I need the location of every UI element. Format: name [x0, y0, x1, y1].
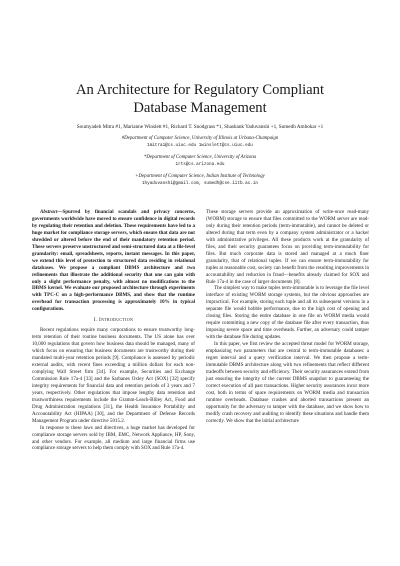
section-heading-introduction: I. Introduction — [93, 317, 134, 324]
author-list: Soumyadeb Mitra #1, Marianne Winslett #1, Richard T. Snodgrass *1, Shashank Yaduvanshi +1, Sumedh Ambokar +1 — [76, 124, 324, 130]
right-paragraph-3: In this paper, we first review the accepted threat model for WORM storage, emphasizing two parameters that are central to term-immutable databases: a regret interval and a query verification interval. We then propose a term-immutable DBMS architecture along with two refinements that reflect different tradeoffs between security and efficiency. Their security assurances extend from just ensuring the integrity of the current DBMS snapshot to guaranteeing the correct execution of all past transactions. Higher security assurances incur more cost, both in terms of space requirements on WORM media and transaction runtime overheads. Database crashes and aborted transactions present an opportunity for the adversary to tamper with the database, and we show how to modify crash recovery and auditing to identify these situations and handle them correctly. We show that the initial architecture — [206, 341, 369, 424]
intro-paragraph-2: In response to these laws and directives, a huge market has developed for compliance storage servers sold by IBM, EMC, Network Appliance, HP, Sony, and other vendors. For example, all medium and large financial firms use compliance storage servers to help them comply with SOX and Rule 17a-4. — [32, 424, 195, 452]
right-column — [206, 209, 369, 425]
intro-paragraph-1: Recent regulations require many corporations to ensure trustworthy long-term retention of their routine business documents. The US alone has over 10,000 regulations that govern how business data should be managed, many of which focus on ensuring that business documents are trustworthy during their mandated multi-year retention periods [9]. Compliance is assessed by periodic external audits, with recent fines exceeding a million dollars for each non-complying Wall Street firm [34]. For example, Securities and Exchange Commission Rule 17a-4 [33] and the Sarbanes Oxley Act (SOX) [32] specify integrity requirements for financial data and retention periods of 3 years and 7 years, respectively. Other regulations that impose lengthy data retention and trustworthiness requirements include the Gramm-Leach-Bliley Act, Food and Drug Administration regulations [31], the Health Insurance Portability and Accountability Act (HIPAA) [30], and the Department of Defense Records Management Program under directive 5015.2. — [32, 327, 195, 424]
abstract-lead: Abstract — [40, 209, 58, 215]
affiliation-iit: +Department of Computer Science, Indian Institute of Technology — [135, 174, 265, 179]
emails-arizona: 1rts@cs.arizona.edu — [175, 162, 225, 167]
emails-iit: 1hyaduvanshi@gmail.com, sumedh@cse.iitb.ac.in — [141, 181, 259, 186]
emails-uiuc: 1mitra1@cs.uiuc.edu 1winslett@cs.uiuc.edu — [147, 143, 253, 148]
right-paragraph-2: The simplest way to make tuples term-immutable is to leverage the file level interface of existing WORM storage systems, but the obvious approaches are impractical. For example, storing each tuple and all its subsequent versions in a separate file would hobble performance, due to the high cost of opening and closing files. Storing the entire database in one file on WORM media would require committing a new copy of the database file after every transaction, thus imposing severe space and time overheads. Further, an adversary could tamper with the database file during updates. — [206, 285, 369, 341]
paper-title-line2: Database Management — [133, 100, 267, 116]
right-paragraph-1: These storage servers provide an approximation of write-once read-many (WORM) storage to ensure that files committed to the WORM server are read-only during their retention periods (term-immutable), and cannot be deleted or altered during that term even by a company system administrator or a hacker with administrative privileges. All these products work at the granularity of files, and their security guarantees focus on providing term-immutability for files. But much corporate data is stored and managed at a much finer granularity, that of relational tuples. If we can ensure term-immutability for tuples at reasonable cost, society can benefit from the resulting improvements in accountability and reduction in fraud—benefits already claimed for SOX and Rule 17a-4 in the case of larger documents [8]. — [206, 209, 369, 285]
affiliation-uiuc: #Department of Computer Science, University of Illinois at Urbana-Champaign — [121, 136, 279, 141]
paper-title-line1: An Architecture for Regulatory Compliant — [75, 82, 325, 98]
affiliation-arizona: *Department of Computer Science, University of Arizona — [143, 155, 257, 160]
abstract-text: —Spurred by financial scandals and privacy concerns, governments worldwide have moved to ensure confidence in digital records by regulating their retention and deletion. These requirements have led to a huge market for compliance storage servers, which ensure that data are not shredded or altered before the end of their mandatory retention period. These servers preserve unstructured and semi-structured data at a file-level granularity: email, spreadsheets, reports, instant messages. In this paper, we extend this level of protection to structured data residing in relational databases. We propose a compliant DBMS architecture and two refinements that illustrate the additional security that one can gain with only a slight performance penalty, with almost no modifications to the DBMS kernel. We evaluate our proposed architecture through experiments with TPC-C on a high-performance DBMS, and show that the runtime overhead for transaction processing is approximately 10% in typical configurations. — [32, 209, 195, 313]
abstract — [32, 209, 195, 313]
left-column — [32, 209, 195, 452]
